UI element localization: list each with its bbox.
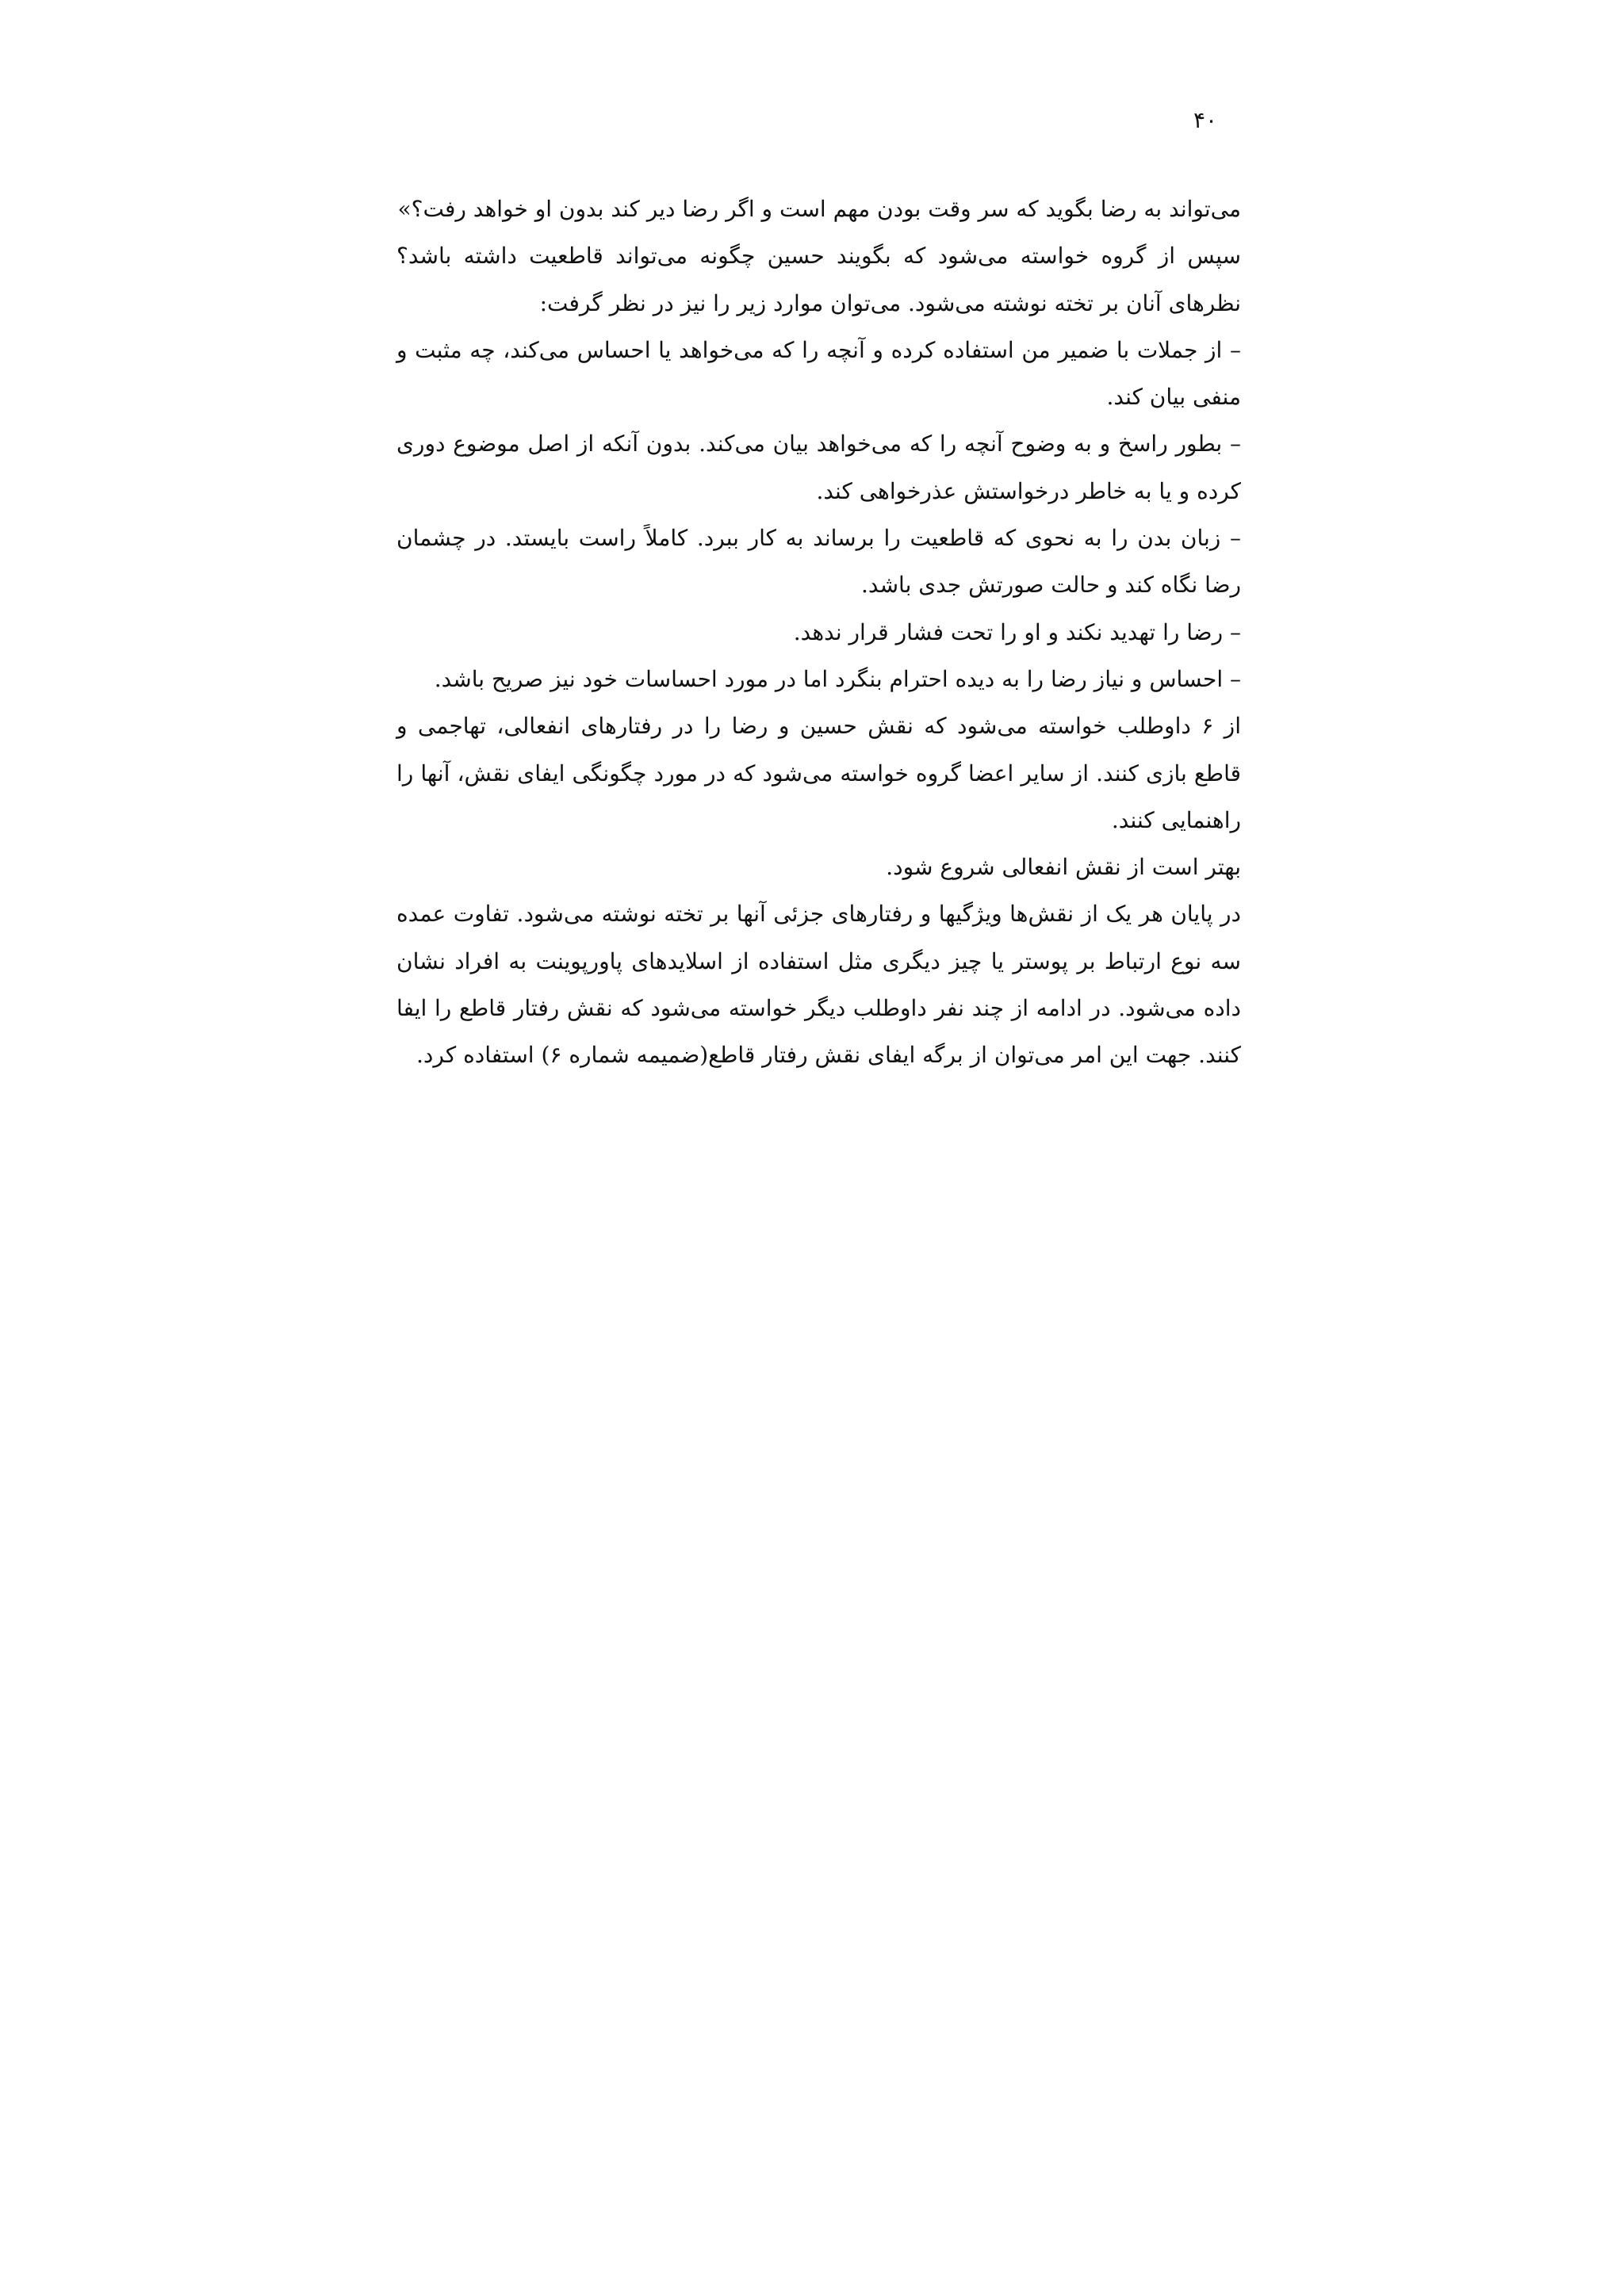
list-item-3: – زبان بدن را به نحوی که قاطعیت را برساند به کار ببرد. کاملاً راست بایستد. در چشمان رضا نگاه کند و حالت صورتش جدی باشد. bbox=[396, 525, 1241, 599]
paragraph-1: می‌تواند به رضا بگوید که سر وقت بودن مهم است و اگر رضا دیر کند بدون او خواهد رفت؟» bbox=[397, 196, 1241, 222]
list-item-5: – احساس و نیاز رضا را به دیده احترام بنگرد اما در مورد احساسات خود نیز صریح باشد. bbox=[434, 665, 1241, 692]
document-body bbox=[396, 186, 1241, 1079]
paragraph-5: در پایان هر یک از نقش‌ها ویژگیها و رفتارهای جزئی آنها بر تخته نوشته می‌شود. تفاوت عمده سه نوع ارتباط بر پوستر یا چیز دیگری مثل استفاده از اسلایدهای پاورپوینت به افراد نشان داده می‌شود. در ادامه از چند نفر داوطلب دیگر خواسته می‌شود که نقش رفتار قاطع را ایفا کنند. جهت این امر می‌توان از برگه ایفای نقش رفتار قاطع(ضمیمه شماره ۶) استفاده کرد. bbox=[396, 901, 1241, 1069]
paragraph-2: سپس از گروه خواسته می‌شود که بگویند حسین چگونه می‌تواند قاطعیت داشته باشد؟ نظرهای آنان بر تخته نوشته می‌شود. می‌توان موارد زیر را نیز در نظر گرفت: bbox=[396, 243, 1241, 316]
paragraph-3: از ۶ داوطلب خواسته می‌شود که نقش حسین و رضا را در رفتارهای انفعالی، تهاجمی و قاطع بازی کنند. از سایر اعضا گروه خواسته می‌شود که در مورد چگونگی ایفای نقش، آنها را راهنمایی کنند. bbox=[396, 713, 1241, 833]
paragraph-4: بهتر است از نقش انفعالی شروع شود. bbox=[886, 854, 1241, 881]
list-item-1: – از جملات با ضمیر من استفاده کرده و آنچه را که می‌خواهد یا احساس می‌کند، چه مثبت و منفی بیان کند. bbox=[396, 336, 1241, 411]
list-item-2: – بطور راسخ و به وضوح آنچه را که می‌خواهد بیان می‌کند. بدون آنکه از اصل موضوع دوری کرده و یا به خاطر درخواستش عذرخواهی کند. bbox=[396, 430, 1241, 504]
list-item-4: – رضا را تهدید نکند و او را تحت فشار قرار ندهد. bbox=[793, 618, 1241, 645]
page-number: ۴۰ bbox=[1193, 107, 1218, 133]
